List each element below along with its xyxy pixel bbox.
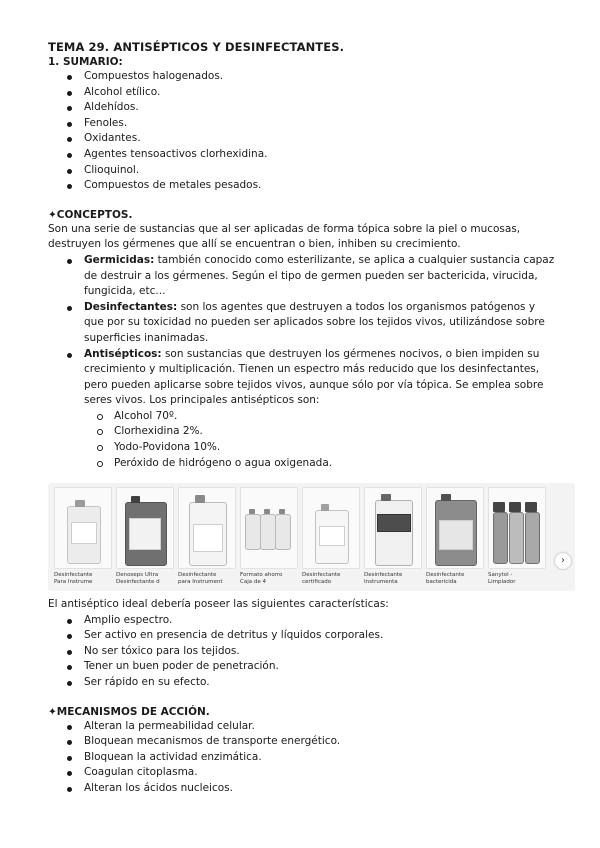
term-desinfectantes: Desinfectantes:: [84, 300, 178, 313]
list-item: No ser tóxico para los tejidos.: [84, 644, 558, 660]
sublist-item: Alcohol 70º.: [114, 409, 558, 425]
list-item: Alteran la permeabilidad celular.: [84, 719, 558, 735]
product-caption: Desinfectante: [54, 572, 93, 578]
product-card[interactable]: [302, 487, 358, 585]
product-image: [178, 487, 236, 569]
term-antisepticos: Antisépticos:: [84, 347, 162, 360]
product-image: [426, 487, 484, 569]
product-caption: Desinfectante: [178, 572, 217, 578]
list-item: Alcohol etílico.: [84, 85, 558, 101]
page-title: TEMA 29. ANTISÉPTICOS Y DESINFECTANTES.: [48, 40, 345, 54]
list-item: Bloquean la actividad enzimática.: [84, 750, 558, 766]
product-image: [364, 487, 422, 569]
mecanismos-heading: ✦MECANISMOS DE ACCIÓN.: [48, 705, 210, 718]
list-item: Coagulan citoplasma.: [84, 765, 558, 781]
antisepticos-sublist: [84, 409, 558, 471]
product-card[interactable]: [54, 487, 110, 585]
sumario-heading: 1. SUMARIO:: [48, 56, 123, 68]
product-caption: certificado: [302, 579, 332, 585]
product-caption: Desinfectante: [364, 572, 403, 578]
list-item: [84, 300, 558, 347]
list-item: Ser activo en presencia de detritus y líquidos corporales.: [84, 628, 558, 644]
product-caption: Limpiador: [488, 579, 516, 585]
sublist-item: Clorhexidina 2%.: [114, 424, 558, 440]
document-page-lower: [48, 597, 558, 797]
product-carousel: [48, 483, 575, 591]
sublist-item: Yodo-Povidona 10%.: [114, 440, 558, 456]
chevron-right-icon[interactable]: ›: [555, 553, 571, 569]
list-item: [84, 347, 558, 472]
document-page: [48, 40, 558, 471]
list-item: Fenoles.: [84, 116, 558, 132]
sumario-list: [48, 69, 558, 194]
product-card[interactable]: [488, 487, 544, 585]
product-caption: Desinfectante d: [116, 579, 160, 585]
product-card[interactable]: [364, 487, 420, 585]
product-card[interactable]: [178, 487, 234, 585]
ideal-intro: El antiséptico ideal debería poseer las siguientes características:: [48, 598, 389, 610]
product-caption: bactericida: [426, 579, 457, 585]
conceptos-heading: ✦CONCEPTOS.: [48, 208, 133, 221]
product-caption: Sanytol -: [488, 572, 513, 578]
list-item: Compuestos de metales pesados.: [84, 178, 558, 194]
list-item: Aldehídos.: [84, 100, 558, 116]
product-image: [116, 487, 174, 569]
product-card[interactable]: [116, 487, 172, 585]
product-image: [302, 487, 360, 569]
definition-germicidas: también conocido como esterilizante, se aplica a cualquier sustancia capaz de destruir a los gérmenes. Según el tipo de germen pueden ser bactericida, virucida, fungicida, etc...: [84, 253, 555, 298]
list-item: Alteran los ácidos nucleicos.: [84, 781, 558, 797]
term-germicidas: Germicidas:: [84, 253, 155, 266]
product-caption: Formato ahorro: [240, 572, 283, 578]
product-caption: Desinfectante: [302, 572, 341, 578]
conceptos-intro: Son una serie de sustancias que al ser aplicadas de forma tópica sobre la piel o mucosas, destruyen los gérmenes que allí se encuentran o bien, inhiben su crecimiento.: [48, 222, 521, 251]
mecanismos-list: [48, 719, 558, 797]
product-image: [240, 487, 298, 569]
ideal-list: [48, 613, 558, 691]
product-caption: Denoxeps Ultra: [116, 572, 159, 578]
list-item: Bloquean mecanismos de transporte energético.: [84, 734, 558, 750]
product-caption: Para Instrume: [54, 579, 93, 585]
sublist-item: Peróxido de hidrógeno o agua oxigenada.: [114, 456, 558, 472]
product-caption: Caja de 4: [240, 579, 266, 585]
product-card[interactable]: [240, 487, 296, 585]
list-item: Ser rápido en su efecto.: [84, 675, 558, 691]
definition-desinfectantes: son los agentes que destruyen a todos los organismos patógenos y que por su toxicidad no pueden ser aplicados sobre los tejidos vivos, utilizándose sobre superficies inanimadas.: [84, 300, 545, 344]
conceptos-list: [48, 253, 558, 471]
definition-antisepticos: son sustancias que destruyen los gérmenes nocivos, o bien impiden su crecimiento y multiplicación. Tienen un espectro más reducido que los desinfectantes, pero pueden aplicarse sobre tejidos vivos, aunque sólo por vía tópica. Se emplea sobre seres vivos. Los principales antisépticos son:: [84, 347, 544, 407]
list-item: [84, 253, 558, 300]
list-item: Amplio espectro.: [84, 613, 558, 629]
list-item: Compuestos halogenados.: [84, 69, 558, 85]
product-image: [488, 487, 546, 569]
product-caption: para Instrument: [178, 579, 223, 585]
product-caption: Instrumenta: [364, 579, 398, 585]
list-item: Tener un buen poder de penetración.: [84, 659, 558, 675]
product-card[interactable]: [426, 487, 482, 585]
list-item: Agentes tensoactivos clorhexidina.: [84, 147, 558, 163]
list-item: Clioquinol.: [84, 163, 558, 179]
product-image: [54, 487, 112, 569]
product-caption: Desinfectante: [426, 572, 465, 578]
list-item: Oxidantes.: [84, 131, 558, 147]
